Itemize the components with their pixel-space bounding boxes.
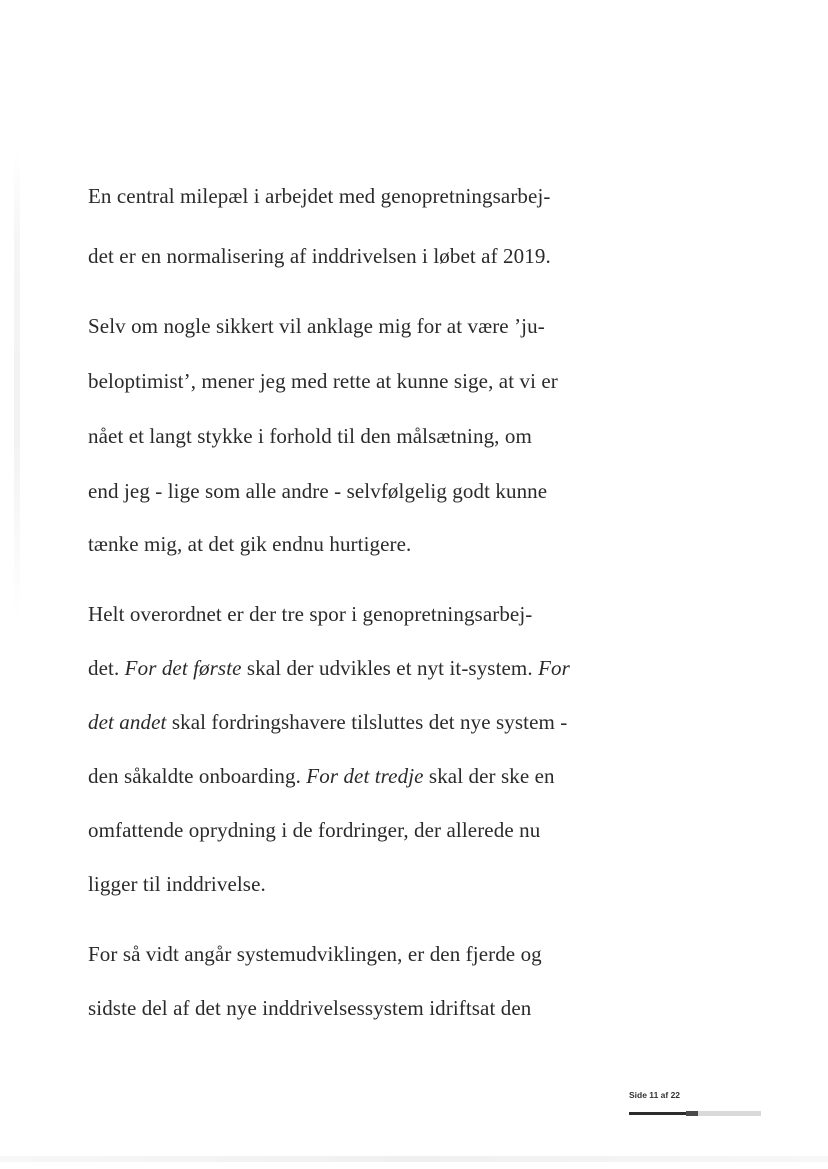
text-line: Helt overordnet er der tre spor i genopretningsarbej- [88, 602, 533, 626]
emphasis-text: det andet [88, 710, 167, 734]
text-line [88, 708, 567, 736]
text-line: En central milepæl i arbejdet med genopretningsarbej- [88, 184, 551, 208]
text-fragment: det. [88, 656, 120, 680]
scan-bottom-edge [0, 1156, 828, 1162]
text-line: beloptimist’, mener jeg med rette at kunne sige, at vi er [88, 369, 558, 393]
text-fragment: skal der ske en [428, 764, 555, 788]
emphasis-text: For [538, 656, 570, 680]
text-line: sidste del af det nye inddrivelsessystem idriftsat den [88, 996, 532, 1020]
text-fragment: den såkaldte onboarding. [88, 764, 301, 788]
text-fragment: skal der udvikles et nyt it-system. [246, 656, 533, 680]
text-fragment: skal fordringshavere tilsluttes det nye system - [171, 710, 568, 734]
progress-read-segment [629, 1112, 686, 1115]
text-line: omfattende oprydning i de fordringer, der allerede nu [88, 818, 541, 842]
emphasis-text: For det første [124, 656, 242, 680]
text-line: end jeg - lige som alle andre - selvfølgelig godt kunne [88, 479, 548, 503]
text-line: tænke mig, at det gik endnu hurtigere. [88, 532, 412, 556]
emphasis-text: For det tredje [306, 764, 424, 788]
page-progress-bar [629, 1111, 761, 1116]
text-line: For så vidt angår systemudviklingen, er den fjerde og [88, 942, 542, 966]
text-line [88, 762, 555, 790]
text-line: det er en normalisering af inddrivelsen i løbet af 2019. [88, 244, 551, 268]
scan-edge-shadow [14, 150, 20, 620]
text-line: Selv om nogle sikkert vil anklage mig for at være ’ju- [88, 314, 545, 338]
progress-current-segment [686, 1111, 698, 1116]
text-line: nået et langt stykke i forhold til den målsætning, om [88, 424, 532, 448]
text-line: ligger til inddrivelse. [88, 872, 266, 896]
text-line [88, 654, 570, 682]
progress-remaining-segment [698, 1111, 761, 1116]
page-number: Side 11 af 22 [629, 1090, 681, 1100]
